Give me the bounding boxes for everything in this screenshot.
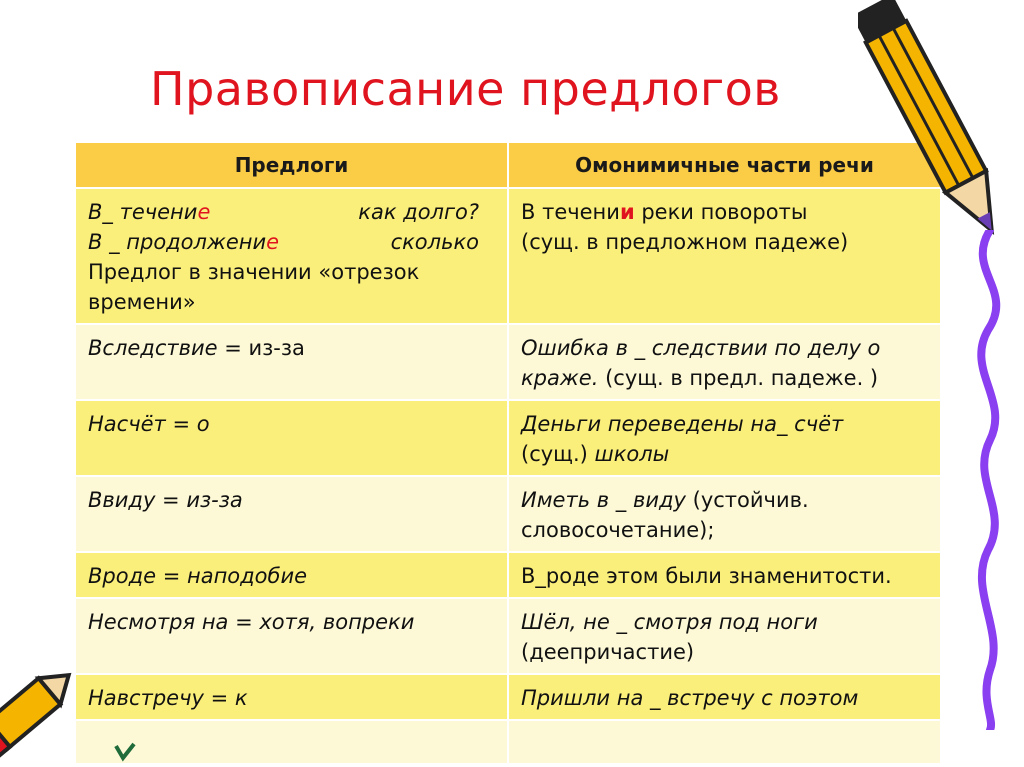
cell-homonym: В_роде этом были знаменитости. (508, 552, 941, 598)
cell-preposition: Несмотря на = хотя, вопреки (76, 598, 508, 674)
cell-preposition: Навстречу = к (76, 674, 508, 720)
table-row (76, 324, 941, 400)
table-row (76, 598, 941, 674)
cell-preposition: Насчёт = о (76, 400, 508, 476)
cell-homonym: В течении реки повороты (сущ. в предложном падеже) (508, 188, 941, 324)
squiggle-line (960, 230, 1020, 730)
table-row-empty (76, 720, 941, 764)
cell-homonym: Ошибка в _ следствии по делу о краже. (сущ. в предл. падеже. ) (508, 324, 941, 400)
prepositions-table (76, 143, 942, 765)
cell-preposition: Вследствие = из-за (76, 324, 508, 400)
page-title: Правописание предлогов (150, 62, 781, 116)
cell-homonym: Шёл, не _ смотря под ноги (деепричастие) (508, 598, 941, 674)
table-row (76, 476, 941, 552)
cell-preposition: Ввиду = из-за (76, 476, 508, 552)
cell-preposition: В_ течение как долго? В _ продолжение сколько Предлог в значении «отрезок времени» (76, 188, 508, 324)
cell-homonym: Пришли на _ встречу с поэтом (508, 674, 941, 720)
cell-empty (508, 720, 941, 764)
pencil-icon (858, 0, 1008, 245)
cell-homonym: Иметь в _ виду (устойчив. словосочетание); (508, 476, 941, 552)
pencil-icon (0, 655, 80, 767)
checkmark-icon (114, 742, 136, 762)
table-row (76, 552, 941, 598)
header-prepositions: Предлоги (76, 143, 508, 188)
table-header-row (76, 143, 941, 188)
table-row (76, 674, 941, 720)
cell-preposition: Вроде = наподобие (76, 552, 508, 598)
table-row (76, 188, 941, 324)
cell-homonym: Деньги переведены на_ счёт (сущ.) школы (508, 400, 941, 476)
header-homonyms: Омонимичные части речи (508, 143, 941, 188)
table-row (76, 400, 941, 476)
cell-empty (76, 720, 508, 764)
